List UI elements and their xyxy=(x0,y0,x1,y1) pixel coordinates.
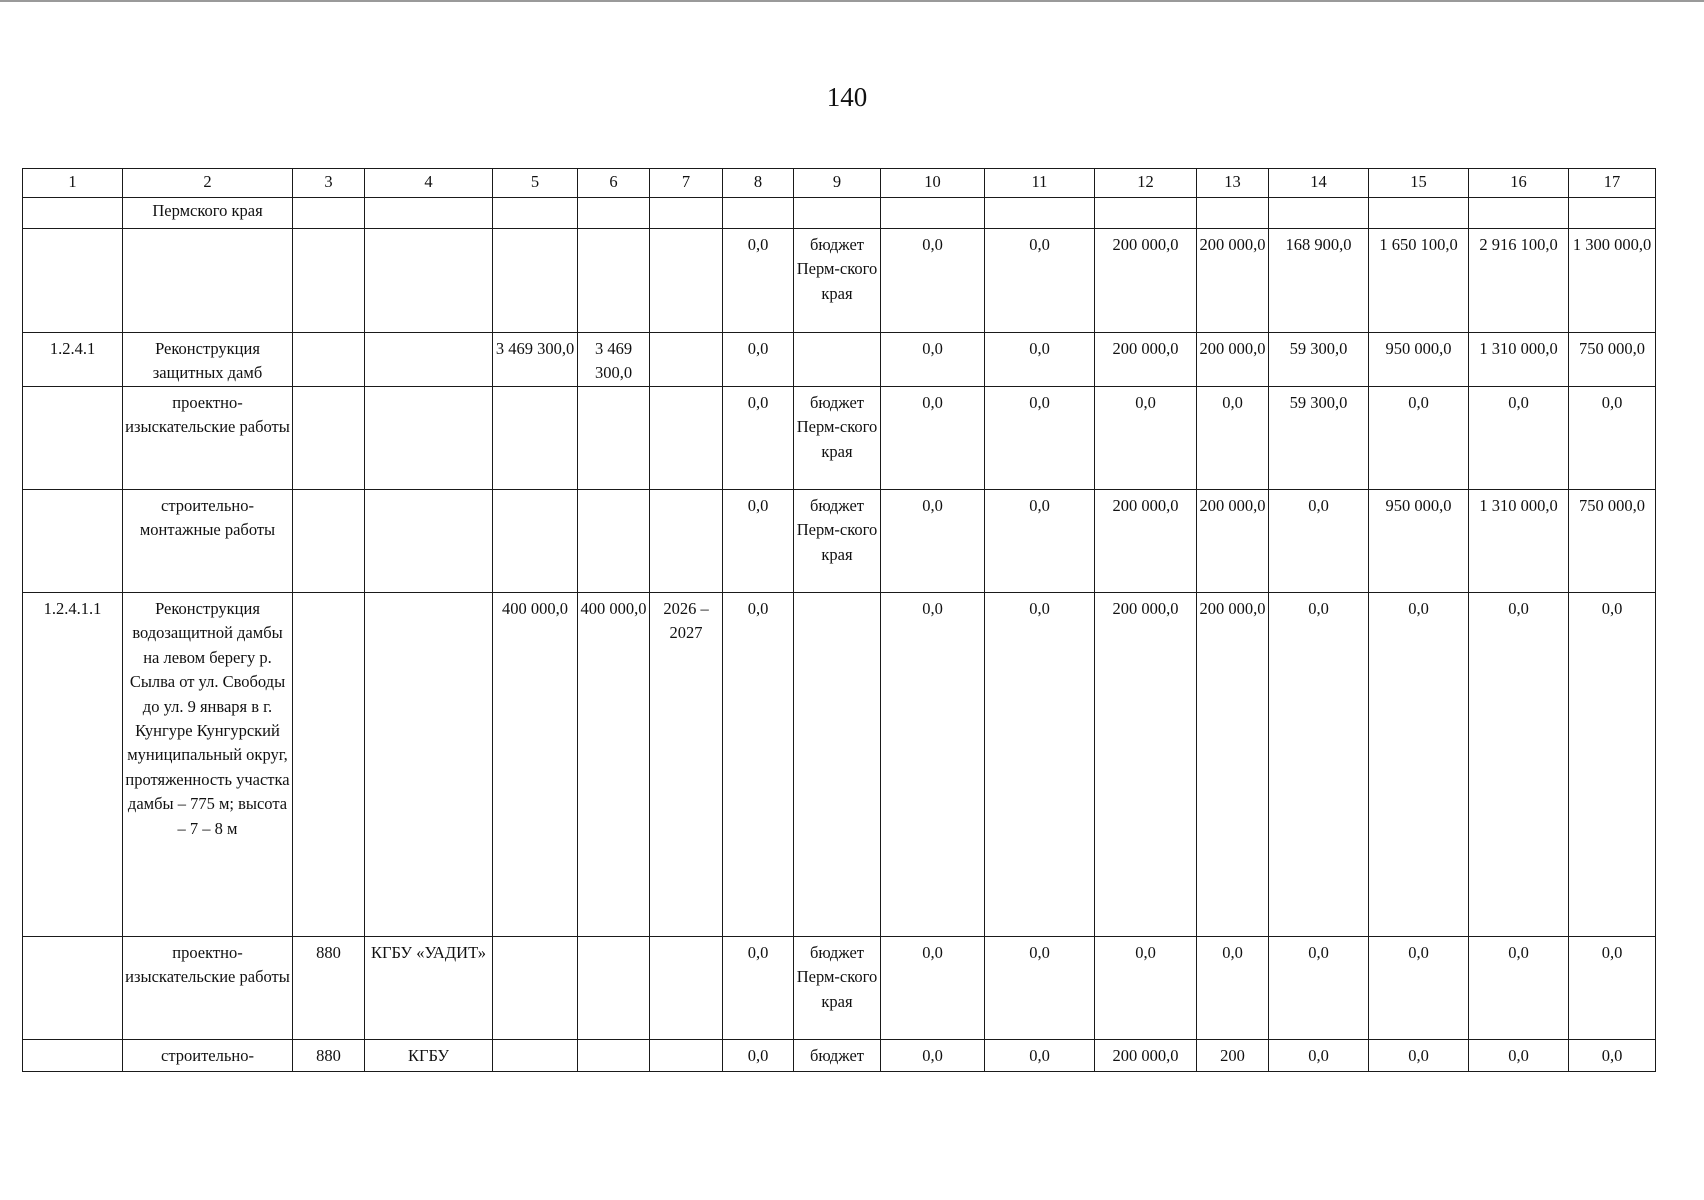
table-cell: 0,0 xyxy=(1469,387,1569,490)
table-cell: 0,0 xyxy=(723,1040,794,1072)
table-cell xyxy=(23,229,123,333)
column-number: 5 xyxy=(493,169,578,198)
table-cell xyxy=(1469,198,1569,229)
table-cell xyxy=(23,937,123,1040)
table-cell xyxy=(650,490,723,593)
table-cell: 0,0 xyxy=(881,937,985,1040)
table-cell: 200 000,0 xyxy=(1197,229,1269,333)
table-cell: 0,0 xyxy=(1569,387,1656,490)
table-cell xyxy=(365,229,493,333)
table-cell: 880 xyxy=(293,937,365,1040)
table-cell: 0,0 xyxy=(1269,593,1369,937)
table-body xyxy=(23,169,1656,1072)
table-cell xyxy=(493,229,578,333)
table-cell: 3 469 300,0 xyxy=(493,333,578,387)
table-row xyxy=(23,490,1656,593)
table-cell xyxy=(881,198,985,229)
table-cell: Пермского края xyxy=(123,198,293,229)
table-cell: 200 000,0 xyxy=(1095,229,1197,333)
table-cell: 200 000,0 xyxy=(1095,593,1197,937)
table-cell xyxy=(293,490,365,593)
table-row xyxy=(23,333,1656,387)
table-cell xyxy=(578,387,650,490)
column-number: 15 xyxy=(1369,169,1469,198)
table-cell xyxy=(985,198,1095,229)
table-cell: 2026 – 2027 xyxy=(650,593,723,937)
table-cell: 168 900,0 xyxy=(1269,229,1369,333)
table-cell: 750 000,0 xyxy=(1569,490,1656,593)
table-cell: бюджет Перм-ского края xyxy=(794,387,881,490)
table-cell xyxy=(1197,198,1269,229)
table-cell: 0,0 xyxy=(1369,593,1469,937)
table-cell xyxy=(650,333,723,387)
column-number-row xyxy=(23,169,1656,198)
table-cell: 0,0 xyxy=(985,229,1095,333)
table-cell: 0,0 xyxy=(723,937,794,1040)
table-cell: 3 469 300,0 xyxy=(578,333,650,387)
table-cell: 0,0 xyxy=(985,1040,1095,1072)
table-cell xyxy=(578,937,650,1040)
table-row xyxy=(23,198,1656,229)
table-cell: проектно-изыскательские работы xyxy=(123,387,293,490)
table-cell: 880 xyxy=(293,1040,365,1072)
table-cell: 950 000,0 xyxy=(1369,490,1469,593)
table-cell xyxy=(493,937,578,1040)
column-number: 8 xyxy=(723,169,794,198)
table-cell: 0,0 xyxy=(1197,387,1269,490)
table-row xyxy=(23,1040,1656,1072)
table-cell xyxy=(794,198,881,229)
page-number: 140 xyxy=(826,82,868,112)
column-number: 16 xyxy=(1469,169,1569,198)
table-cell: 0,0 xyxy=(1469,937,1569,1040)
table-cell xyxy=(365,490,493,593)
table-cell xyxy=(123,229,293,333)
table-cell xyxy=(365,333,493,387)
table-cell: 1 310 000,0 xyxy=(1469,490,1569,593)
table-cell: 200 000,0 xyxy=(1095,333,1197,387)
table-cell xyxy=(1569,198,1656,229)
table-cell: бюджет Перм-ского края xyxy=(794,229,881,333)
table-cell: КГБУ xyxy=(365,1040,493,1072)
table-cell: 0,0 xyxy=(723,593,794,937)
table-cell xyxy=(493,387,578,490)
table-cell: 0,0 xyxy=(1369,937,1469,1040)
table-cell: 0,0 xyxy=(1369,387,1469,490)
column-number: 1 xyxy=(23,169,123,198)
table-cell xyxy=(365,198,493,229)
table-cell: 750 000,0 xyxy=(1569,333,1656,387)
table-cell xyxy=(650,198,723,229)
table-cell: 400 000,0 xyxy=(493,593,578,937)
table-row xyxy=(23,937,1656,1040)
table-cell: 200 xyxy=(1197,1040,1269,1072)
table-row xyxy=(23,593,1656,937)
table-cell xyxy=(1095,198,1197,229)
table-cell xyxy=(578,198,650,229)
table-cell: 0,0 xyxy=(985,937,1095,1040)
table-cell: 400 000,0 xyxy=(578,593,650,937)
table-cell: 200 000,0 xyxy=(1095,1040,1197,1072)
table-cell: бюджет xyxy=(794,1040,881,1072)
table-cell: 1.2.4.1 xyxy=(23,333,123,387)
table-cell xyxy=(23,198,123,229)
table-cell: 0,0 xyxy=(1095,387,1197,490)
table-cell xyxy=(293,593,365,937)
table-cell xyxy=(493,490,578,593)
table-cell: 200 000,0 xyxy=(1197,593,1269,937)
table-cell: 0,0 xyxy=(985,333,1095,387)
column-number: 11 xyxy=(985,169,1095,198)
table-cell xyxy=(293,198,365,229)
table-cell: 0,0 xyxy=(1095,937,1197,1040)
table-cell: Реконструкция защитных дамб xyxy=(123,333,293,387)
table-cell xyxy=(493,1040,578,1072)
table-cell xyxy=(723,198,794,229)
table-cell: 0,0 xyxy=(723,333,794,387)
column-number: 13 xyxy=(1197,169,1269,198)
table-cell: 1 300 000,0 xyxy=(1569,229,1656,333)
table-cell: 1 310 000,0 xyxy=(1469,333,1569,387)
table-cell: 0,0 xyxy=(985,490,1095,593)
table-cell xyxy=(365,387,493,490)
table-cell xyxy=(23,387,123,490)
column-number: 14 xyxy=(1269,169,1369,198)
table-cell xyxy=(650,1040,723,1072)
table-cell: Реконструкция водозащитной дамбы на левом берегу р. Сылва от ул. Свободы до ул. 9 января в г. Кунгуре Кунгурский муниципальный округ, протяженность участка дамбы – 775 м; высота – 7 – 8 м xyxy=(123,593,293,937)
table-cell: 0,0 xyxy=(881,1040,985,1072)
table-cell xyxy=(578,229,650,333)
table-cell xyxy=(293,333,365,387)
table-cell xyxy=(23,1040,123,1072)
table-cell: 200 000,0 xyxy=(1197,490,1269,593)
table-cell: КГБУ «УАДИТ» xyxy=(365,937,493,1040)
table-cell: 1 650 100,0 xyxy=(1369,229,1469,333)
page-top-edge xyxy=(0,0,1704,2)
table-cell xyxy=(493,198,578,229)
table-cell: 0,0 xyxy=(881,593,985,937)
table-cell: 0,0 xyxy=(1569,593,1656,937)
table-cell xyxy=(293,229,365,333)
table-row xyxy=(23,387,1656,490)
table-row xyxy=(23,229,1656,333)
column-number: 10 xyxy=(881,169,985,198)
table-cell xyxy=(1269,198,1369,229)
table-cell: 0,0 xyxy=(723,490,794,593)
table-cell: 200 000,0 xyxy=(1197,333,1269,387)
column-number: 2 xyxy=(123,169,293,198)
table-cell xyxy=(650,229,723,333)
table-cell: 0,0 xyxy=(881,229,985,333)
table-cell: 0,0 xyxy=(1569,937,1656,1040)
table-cell xyxy=(365,593,493,937)
column-number: 12 xyxy=(1095,169,1197,198)
table-cell: 0,0 xyxy=(881,387,985,490)
table-cell xyxy=(794,593,881,937)
table-cell xyxy=(650,387,723,490)
table-cell: 0,0 xyxy=(985,387,1095,490)
table-cell: 0,0 xyxy=(1369,1040,1469,1072)
table-cell xyxy=(578,490,650,593)
table-cell: 59 300,0 xyxy=(1269,387,1369,490)
column-number: 4 xyxy=(365,169,493,198)
table-cell: бюджет Перм-ского края xyxy=(794,490,881,593)
table-cell xyxy=(23,490,123,593)
column-number: 6 xyxy=(578,169,650,198)
table-cell: 0,0 xyxy=(881,333,985,387)
column-number: 17 xyxy=(1569,169,1656,198)
table-cell: строительно- xyxy=(123,1040,293,1072)
table-cell: 950 000,0 xyxy=(1369,333,1469,387)
table-cell: 0,0 xyxy=(1469,1040,1569,1072)
table-cell: 0,0 xyxy=(1269,937,1369,1040)
column-number: 7 xyxy=(650,169,723,198)
table-cell: 0,0 xyxy=(1269,490,1369,593)
table-cell: 0,0 xyxy=(723,229,794,333)
table-cell: 0,0 xyxy=(1269,1040,1369,1072)
budget-table xyxy=(22,168,1656,1072)
table-cell xyxy=(650,937,723,1040)
table-cell: 1.2.4.1.1 xyxy=(23,593,123,937)
table-cell xyxy=(1369,198,1469,229)
table-cell xyxy=(794,333,881,387)
table-cell: 2 916 100,0 xyxy=(1469,229,1569,333)
table-cell: 0,0 xyxy=(881,490,985,593)
table-cell: строительно-монтажные работы xyxy=(123,490,293,593)
column-number: 3 xyxy=(293,169,365,198)
table-cell: 0,0 xyxy=(1197,937,1269,1040)
table-cell: бюджет Перм-ского края xyxy=(794,937,881,1040)
table-cell: 0,0 xyxy=(723,387,794,490)
table-cell: 0,0 xyxy=(985,593,1095,937)
table-cell xyxy=(578,1040,650,1072)
table-cell: проектно-изыскательские работы xyxy=(123,937,293,1040)
table-cell: 0,0 xyxy=(1569,1040,1656,1072)
table-cell: 0,0 xyxy=(1469,593,1569,937)
table-cell xyxy=(293,387,365,490)
table-cell: 59 300,0 xyxy=(1269,333,1369,387)
table-cell: 200 000,0 xyxy=(1095,490,1197,593)
column-number: 9 xyxy=(794,169,881,198)
